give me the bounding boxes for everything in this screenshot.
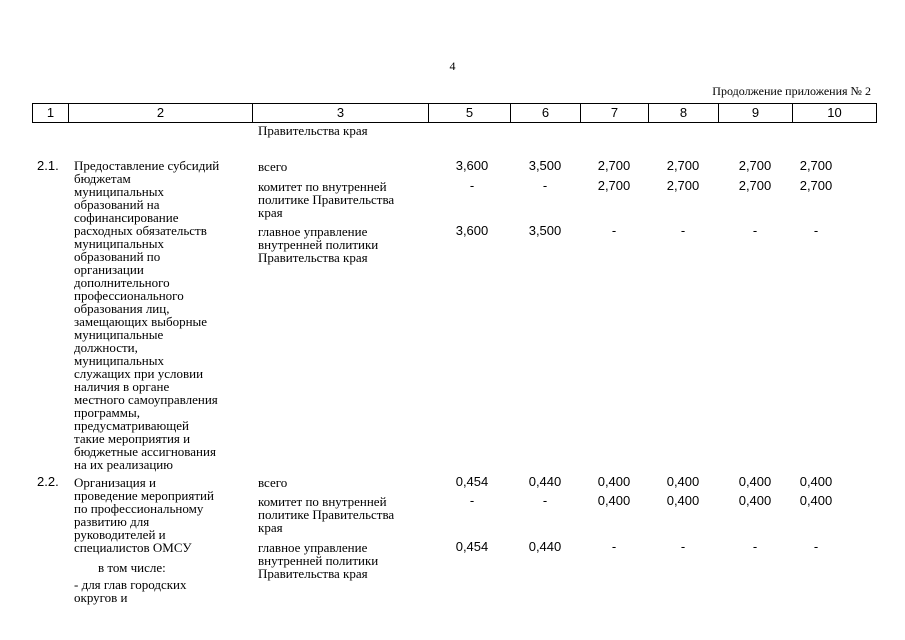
header-col-9: 9	[719, 104, 793, 122]
table-header	[32, 103, 877, 123]
value-cell: 2,700	[738, 158, 772, 173]
value-cell: -	[542, 493, 548, 508]
value-cell: -	[542, 178, 548, 193]
value-cell: 0,400	[597, 474, 631, 489]
value-cell: -	[469, 178, 475, 193]
source-label: главное управление внутренней политики Правительства края	[258, 224, 379, 265]
value-cell: -	[752, 539, 758, 554]
value-cell: 2,700	[738, 178, 772, 193]
value-cell: 2,700	[666, 178, 700, 193]
value-cell: 3,600	[455, 223, 489, 238]
value-cell: 2,700	[666, 158, 700, 173]
header-col-8: 8	[649, 104, 719, 122]
source-label: всего	[258, 475, 288, 490]
source-label: комитет по внутренней политике Правительства края	[258, 494, 395, 535]
carry-over-text: Правительства края	[258, 123, 368, 138]
value-cell: 0,400	[597, 493, 631, 508]
value-cell: 0,400	[738, 493, 772, 508]
value-cell: 3,600	[455, 158, 489, 173]
value-cell: -	[469, 493, 475, 508]
appendix-note: Продолжение приложения № 2	[712, 84, 871, 98]
header-col-5: 5	[429, 104, 511, 122]
row-description: Организация и проведение мероприятий по профессиональному развитию для руководителей и специалистов ОМСУ	[74, 475, 214, 555]
value-cell: 0,400	[799, 493, 833, 508]
value-cell: -	[611, 539, 617, 554]
value-cell: 2,700	[597, 178, 631, 193]
value-cell: 2,700	[799, 178, 833, 193]
including-label: в том числе:	[98, 560, 166, 575]
value-cell: -	[813, 223, 819, 238]
value-cell: 3,500	[528, 223, 562, 238]
value-cell: 0,400	[799, 474, 833, 489]
value-cell: -	[680, 223, 686, 238]
source-label: всего	[258, 159, 288, 174]
value-cell: 0,400	[666, 493, 700, 508]
source-label: комитет по внутренней политике Правительства края	[258, 179, 395, 220]
value-cell: -	[752, 223, 758, 238]
source-label: главное управление внутренней политики Правительства края	[258, 540, 379, 581]
value-cell: -	[680, 539, 686, 554]
row-number: 2.1.	[37, 158, 59, 173]
sub-item: - для глав городских округов и	[74, 577, 187, 605]
value-cell: 2,700	[597, 158, 631, 173]
header-col-3: 3	[253, 104, 429, 122]
value-cell: 2,700	[799, 158, 833, 173]
header-col-1: 1	[33, 104, 69, 122]
page-number: 4	[449, 59, 456, 73]
header-col-6: 6	[511, 104, 581, 122]
row-number: 2.2.	[37, 474, 59, 489]
value-cell: 0,454	[455, 474, 489, 489]
value-cell: 0,454	[455, 539, 489, 554]
row-description: Предоставление субсидий бюджетам муниципальных образований на софинансирование расходных обязательств муниципальных образований по организации дополнительного профессионального образования лиц, замещающих выборные муниципальные должности, муниципальных служащих при условии наличия в органе местного самоуправления программы, предусматривающей такие мероприятия и бюджетные ассигнования на их реализацию	[74, 158, 220, 472]
value-cell: 0,400	[738, 474, 772, 489]
value-cell: 0,440	[528, 474, 562, 489]
header-col-7: 7	[581, 104, 649, 122]
header-col-2: 2	[69, 104, 253, 122]
value-cell: -	[611, 223, 617, 238]
value-cell: 0,440	[528, 539, 562, 554]
value-cell: -	[813, 539, 819, 554]
header-col-10: 10	[827, 105, 842, 120]
value-cell: 3,500	[528, 158, 562, 173]
value-cell: 0,400	[666, 474, 700, 489]
